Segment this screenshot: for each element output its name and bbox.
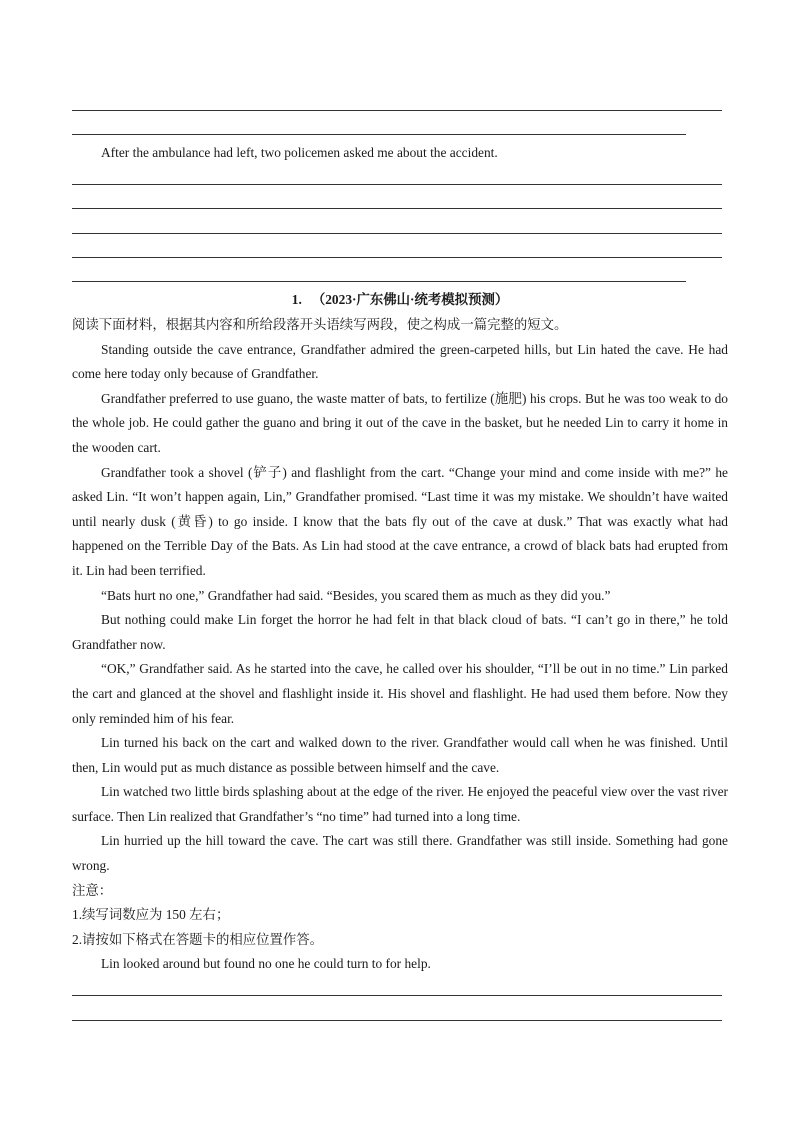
- paragraph: “Bats hurt no one,” Grandfather had said. “Besides, you scared them as much as they did you.”: [101, 587, 611, 603]
- answer-line: [72, 1020, 722, 1021]
- answer-line: [72, 233, 722, 234]
- paragraph: Grandfather took a shovel (铲子) and flashlight from the cart. “Change your mind and come inside with me?” he asked Lin. “It won’t happen again, Lin,” Grandfather promised. “Last time it was my mistake. We shouldn’t have waited until nearly dusk (黄昏) to go inside. I know that the bats fly out of the cave at dusk.” That was exactly what had happened on the Terrible Day of the Bats. As Lin had stood at the cave entrance, a crowd of black bats had erupted from it. Lin had been terrified.: [72, 464, 728, 578]
- question-source: （2023·广东佛山·统考模拟预测）: [311, 292, 509, 307]
- prompt-block-1: [72, 141, 728, 166]
- prompt-sentence-1: After the ambulance had left, two policemen asked me about the accident.: [101, 145, 498, 160]
- notes-heading: 注意：: [72, 882, 113, 898]
- paragraph: Lin turned his back on the cart and walked down to the river. Grandfather would call when he was finished. Until then, Lin would put as much distance as possible between himself and the cave.: [72, 735, 728, 775]
- question-title: [72, 288, 728, 312]
- paragraph: But nothing could make Lin forget the horror he had felt in that black cloud of bats. “I can’t go in there,” he told Grandfather now.: [72, 612, 728, 652]
- question-number: 1.: [291, 292, 302, 307]
- note-item: 1.续写词数应为 150 左右；: [72, 907, 230, 923]
- prompt-sentence-2: Lin looked around but found no one he could turn to for help.: [101, 956, 431, 972]
- note-item: 2.请按如下格式在答题卡的相应位置作答。: [72, 931, 324, 947]
- answer-line: [72, 134, 686, 135]
- answer-line: [72, 281, 686, 282]
- paragraph: “OK,” Grandfather said. As he started into the cave, he called over his shoulder, “I’ll be out in no time.” Lin parked the cart and glanced at the shovel and flashlight inside it. His shovel and flashlight. He had used them before. Now they only reminded him of his fear.: [72, 661, 728, 726]
- answer-line: [72, 257, 722, 258]
- paragraph: Lin hurried up the hill toward the cave. The cart was still there. Grandfather was still inside. Something had gone wrong.: [72, 833, 728, 874]
- answer-line: [72, 208, 722, 209]
- instruction-text: 阅读下面材料，根据其内容和所给段落开头语续写两段，使之构成一篇完整的短文。: [72, 317, 568, 332]
- answer-line: [72, 184, 722, 185]
- answer-line: [72, 995, 722, 996]
- paragraph: Lin watched two little birds splashing about at the edge of the river. He enjoyed the peaceful view over the vast river surface. Then Lin realized that Grandfather’s “no time” had turned into a long time.: [72, 784, 728, 824]
- answer-line: [72, 110, 722, 111]
- paragraph: Grandfather preferred to use guano, the waste matter of bats, to fertilize (施肥) his crops. But he was too weak to do the whole job. He could gather the guano and bring it out of the cave in the basket, but he needed Lin to carry it home in the wooden cart.: [72, 390, 728, 455]
- passage: [72, 313, 728, 977]
- paragraph: Standing outside the cave entrance, Grandfather admired the green-carpeted hills, but Lin hated the cave. He had come here today only because of Grandfather.: [72, 341, 728, 382]
